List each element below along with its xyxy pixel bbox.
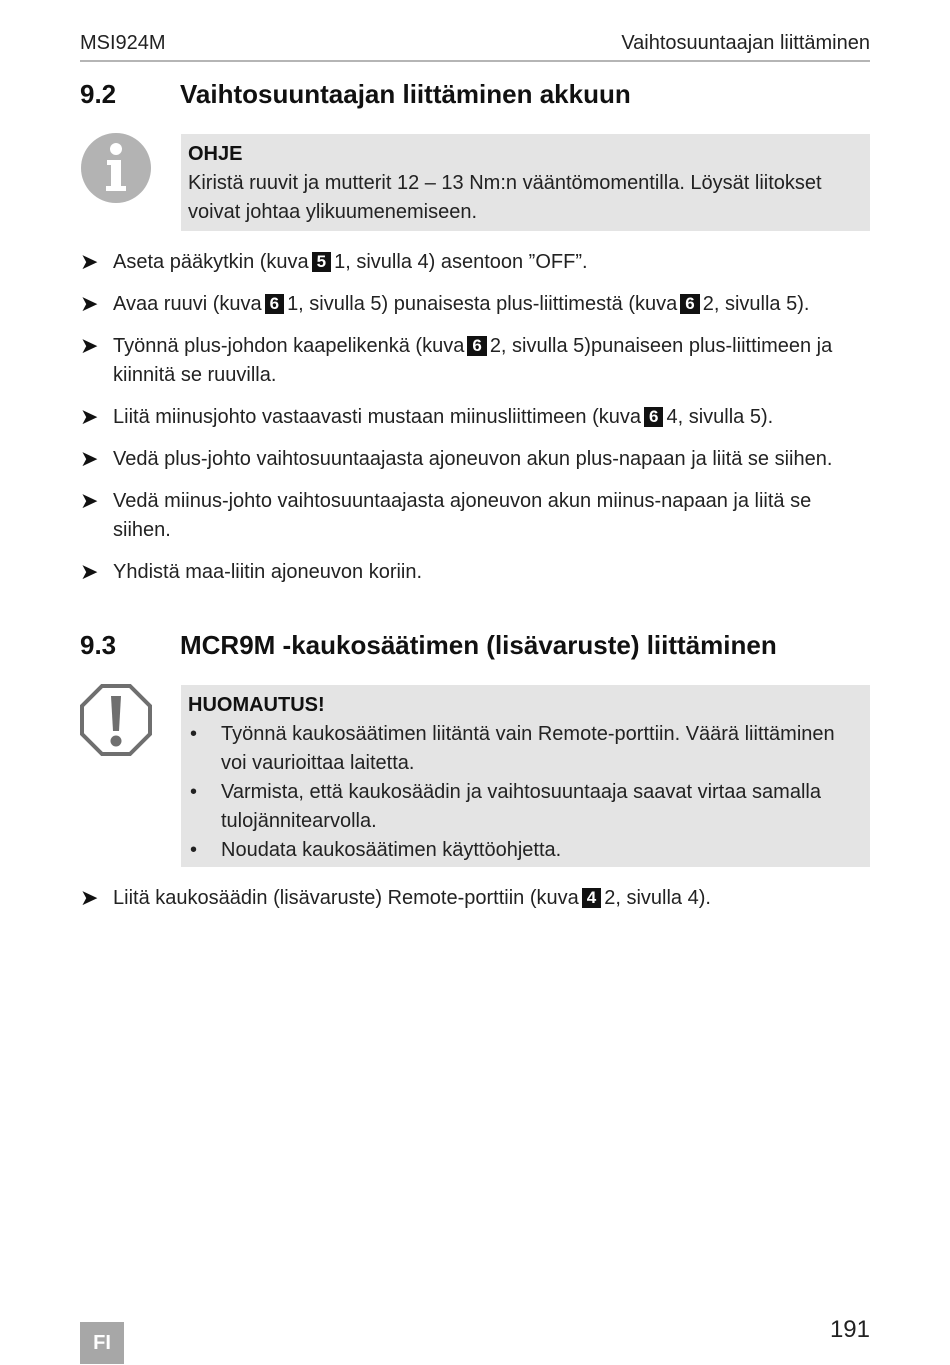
- page-header: [80, 30, 870, 62]
- figure-reference: 6: [680, 294, 699, 314]
- info-icon: [80, 132, 152, 204]
- arrow-bullet-icon: ➤: [80, 885, 99, 910]
- page-number: 191: [829, 1316, 870, 1343]
- list-item: ➤ Liitä kaukosäädin (lisävaruste) Remote-porttiin (kuva 4 2, sivulla 4).: [80, 885, 711, 910]
- list-item: ➤ Liitä miinusjohto vastaavasti mustaan miinusliittimeen (kuva 6 4, sivulla 5).: [80, 404, 774, 429]
- section-number: 9.2: [80, 79, 117, 109]
- chapter-title: Vaihtosuuntaajan liittäminen: [621, 32, 870, 54]
- arrow-bullet-icon: ➤: [80, 559, 99, 584]
- figure-reference: 5: [312, 252, 331, 272]
- list-item: ➤ Vedä miinus-johto vaihtosuuntaajasta ajoneuvon akun miinus-napaan ja liitä se siihen.: [80, 488, 812, 541]
- notice-bullet-list: [188, 720, 860, 865]
- arrow-bullet-icon: ➤: [80, 404, 99, 429]
- warning-octagon-icon: [80, 684, 152, 756]
- notice-title: HUOMAUTUS!: [188, 694, 325, 716]
- steps-list-9-2: [80, 248, 870, 600]
- note-box: [181, 134, 870, 231]
- list-item: ➤ Aseta pääkytkin (kuva 5 1, sivulla 4) asentoon ”OFF”.: [80, 249, 588, 274]
- section-number: 9.3: [80, 630, 117, 660]
- figure-reference: 6: [265, 294, 284, 314]
- figure-reference: 6: [467, 336, 486, 356]
- model-name: MSI924M: [80, 32, 166, 54]
- figure-reference: 6: [644, 407, 663, 427]
- list-item: ➤ Työnnä plus-johdon kaapelikenkä (kuva 6 2, sivulla 5)punaiseen plus-liittimeen ja kiinnitä se ruuvilla.: [80, 333, 833, 386]
- section-title: MCR9M -kaukosäätimen (lisävaruste) liittäminen: [180, 630, 777, 660]
- section-title: Vaihtosuuntaajan liittäminen akkuun: [180, 79, 631, 109]
- notice-bullet-item: • Noudata kaukosäätimen käyttöohjetta.: [190, 839, 562, 861]
- warning-notice-box: [181, 685, 870, 867]
- arrow-bullet-icon: ➤: [80, 488, 99, 513]
- list-item: ➤ Avaa ruuvi (kuva 6 1, sivulla 5) punaisesta plus-liittimestä (kuva 6 2, sivulla 5).: [80, 291, 810, 316]
- notice-bullet-item: • Varmista, että kaukosäädin ja vaihtosuuntaaja saavat virtaa samalla tulojännitearvolla.: [190, 781, 821, 832]
- steps-list-9-3: [80, 884, 870, 926]
- note-title: OHJE: [188, 143, 243, 165]
- arrow-bullet-icon: ➤: [80, 333, 99, 358]
- list-item: ➤ Yhdistä maa-liitin ajoneuvon koriin.: [80, 559, 423, 584]
- note-text: Kiristä ruuvit ja mutterit 12 – 13 Nm:n vääntömomentilla. Löysät liitokset voivat johtaa ylikuumenemiseen.: [188, 172, 822, 223]
- arrow-bullet-icon: ➤: [80, 446, 99, 471]
- list-item: ➤ Vedä plus-johto vaihtosuuntaajasta ajoneuvon akun plus-napaan ja liitä se siihen.: [80, 446, 833, 471]
- notice-bullet-item: • Työnnä kaukosäätimen liitäntä vain Remote-porttiin. Väärä liittäminen voi vaurioittaa laitetta.: [190, 723, 835, 774]
- language-tab: FI: [80, 1322, 124, 1364]
- arrow-bullet-icon: ➤: [80, 291, 99, 316]
- figure-reference: 4: [582, 888, 601, 908]
- arrow-bullet-icon: ➤: [80, 249, 99, 274]
